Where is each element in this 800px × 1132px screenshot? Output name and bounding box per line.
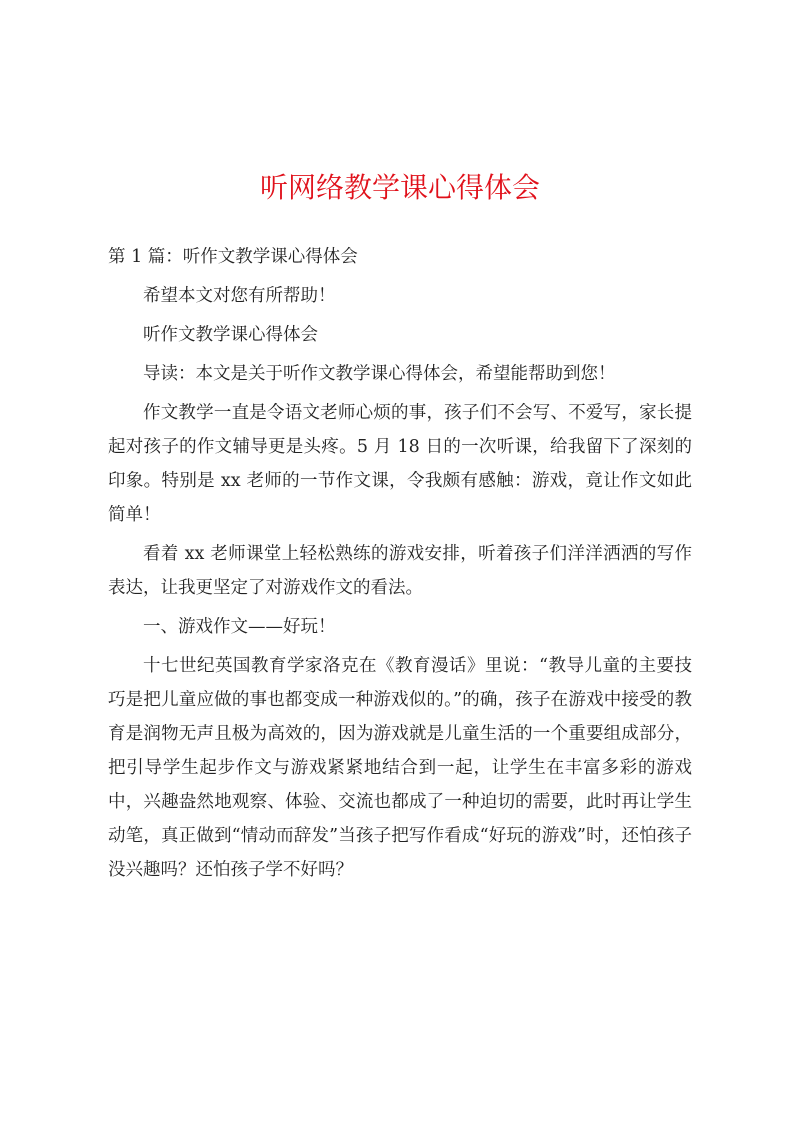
paragraph: 听作文教学课心得体会 [143, 325, 318, 345]
section-heading: 第 1 篇：听作文教学课心得体会 [108, 247, 358, 267]
paragraph: 导读：本文是关于听作文教学课心得体会，希望能帮助到您！ [143, 364, 616, 384]
document-title: 听网络教学课心得体会 [259, 171, 540, 204]
paragraph: 看着 xx 老师课堂上轻松熟练的游戏安排，听着孩子们洋洋洒洒的写作表达，让我更坚定了对游戏作文的看法。 [108, 544, 692, 598]
paragraph: 希望本文对您有所帮助！ [143, 286, 336, 306]
paragraph: 十七世纪英国教育学家洛克在《教育漫话》里说：“教导儿童的主要技巧是把儿童应做的事也都变成一种游戏似的。”的确，孩子在游戏中接受的教育是润物无声且极为高效的，因为游戏就是儿童生活的一个重要组成部分，把引导学生起步作文与游戏紧紧地结合到一起，让学生在丰富多彩的游戏中，兴趣盎然地观察、体验、交流也都成了一种迫切的需要，此时再让学生动笔，真正做到“情动而辞发”当孩子把写作看成“好玩的游戏”时，还怕孩子没兴趣吗？还怕孩子学不好吗？ [108, 656, 692, 880]
document-body [108, 240, 692, 892]
paragraph: 一、游戏作文——好玩！ [143, 617, 336, 637]
paragraph: 作文教学一直是令语文老师心烦的事，孩子们不会写、不爱写，家长提起对孩子的作文辅导更是头疼。5 月 18 日的一次听课，给我留下了深刻的印象。特别是 xx 老师的一节作文课，令我颇有感触：游戏，竟让作文如此简单！ [108, 403, 692, 525]
